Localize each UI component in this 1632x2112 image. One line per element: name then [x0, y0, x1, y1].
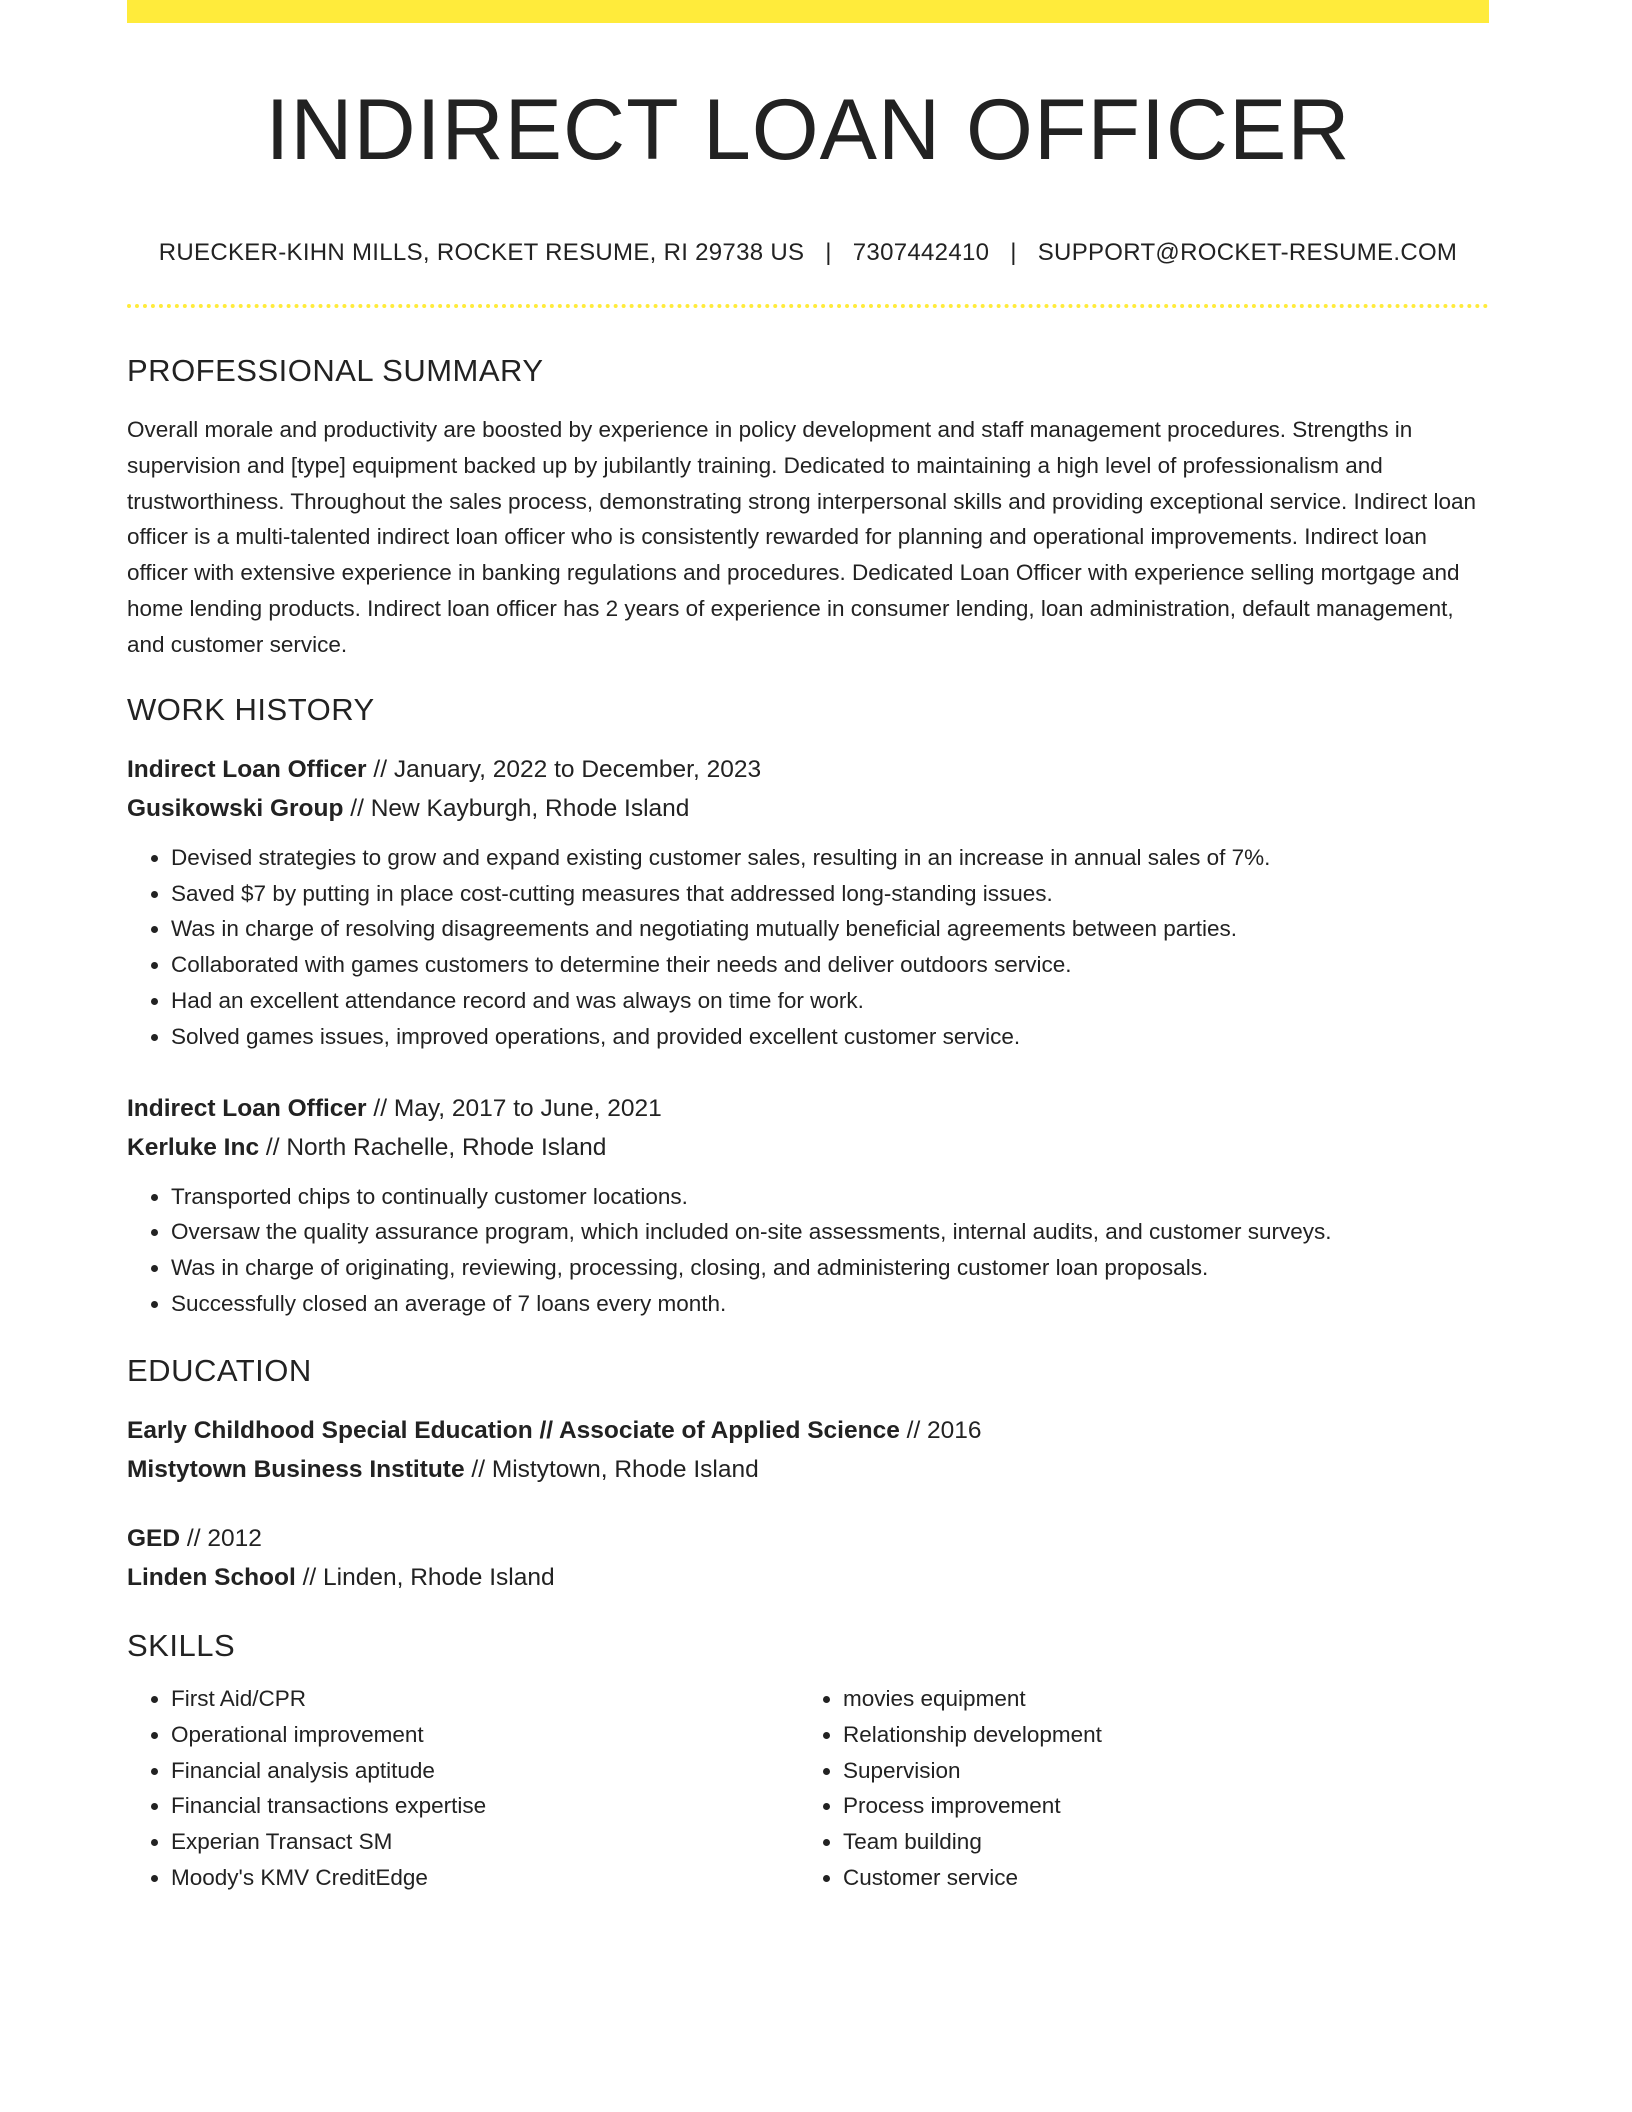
education-year: // 2012	[180, 1524, 262, 1552]
list-item: • Operational improvement	[171, 1717, 799, 1753]
resume-name-title: INDIRECT LOAN OFFICER	[265, 82, 1351, 178]
contact-email: SUPPORT@ROCKET-RESUME.COM	[1037, 239, 1458, 266]
skills-columns	[127, 1681, 1489, 1896]
list-item: • Collaborated with games customers to determine their needs and deliver outdoors service.	[171, 947, 1489, 983]
job-company: Kerluke Inc	[127, 1133, 260, 1161]
job-company-line	[127, 789, 1489, 828]
resume-page	[127, 0, 1489, 1896]
list-item: • Process improvement	[843, 1788, 1443, 1824]
education-degree: Early Childhood Special Education // Associate of Applied Science	[127, 1416, 900, 1444]
list-item: • Was in charge of originating, reviewing, processing, closing, and administering customer loan proposals.	[171, 1250, 1489, 1286]
job-bullet-list	[127, 840, 1489, 1055]
section-title-skills: SKILLS	[127, 1627, 236, 1663]
section-title-education: EDUCATION	[127, 1352, 312, 1388]
job-company-line	[127, 1128, 1489, 1167]
job-entry	[127, 750, 1489, 1055]
job-bullet-list	[127, 1179, 1489, 1322]
education-location: // Mistytown, Rhode Island	[464, 1455, 759, 1483]
job-location: // New Kayburgh, Rhode Island	[343, 794, 690, 822]
accent-top-bar	[127, 0, 1489, 23]
job-role-line	[127, 750, 1489, 789]
list-item: • Team building	[843, 1824, 1443, 1860]
education-school-line	[127, 1450, 1489, 1489]
list-item: • Experian Transact SM	[171, 1824, 799, 1860]
education-school: Mistytown Business Institute	[127, 1455, 465, 1483]
list-item: • Was in charge of resolving disagreements and negotiating mutually beneficial agreements between parties.	[171, 911, 1489, 947]
job-role-line	[127, 1089, 1489, 1128]
section-title-summary: PROFESSIONAL SUMMARY	[127, 352, 544, 388]
job-role: Indirect Loan Officer	[127, 755, 367, 783]
list-item: • First Aid/CPR	[171, 1681, 799, 1717]
education-year: // 2016	[899, 1416, 982, 1444]
list-item: • Relationship development	[843, 1717, 1443, 1753]
education-school: Linden School	[127, 1563, 296, 1591]
list-item: • Moody's KMV CreditEdge	[171, 1860, 799, 1896]
list-item: • Supervision	[843, 1753, 1443, 1789]
contact-line	[127, 239, 1489, 268]
contact-separator: |	[1010, 239, 1017, 266]
job-company: Gusikowski Group	[127, 794, 344, 822]
education-degree-line	[127, 1519, 1489, 1558]
list-item: • Had an excellent attendance record and was always on time for work.	[171, 983, 1489, 1019]
education-school-line	[127, 1558, 1489, 1597]
list-item: • Customer service	[843, 1860, 1443, 1896]
list-item: • Financial transactions expertise	[171, 1788, 799, 1824]
list-item: • movies equipment	[843, 1681, 1443, 1717]
section-title-work-history: WORK HISTORY	[127, 691, 375, 727]
contact-phone: 7307442410	[852, 239, 990, 266]
list-item: • Transported chips to continually customer locations.	[171, 1179, 1489, 1215]
list-item: • Oversaw the quality assurance program, which included on-site assessments, internal audits, and customer surveys.	[171, 1214, 1489, 1250]
contact-address: RUECKER-KIHN MILLS, ROCKET RESUME, RI 29738 US	[158, 239, 805, 266]
job-dates: // January, 2022 to December, 2023	[366, 755, 762, 783]
summary-text: Overall morale and productivity are boosted by experience in policy development and staff management procedures. Strengths in supervision and [type] equipment backed up by jubilantly training. Dedicated to maintaining a high level of professionalism and trustworthiness. Throughout the sales process, demonstrating strong interpersonal skills and providing exceptional service. Indirect loan officer is a multi-talented indirect loan officer who is consistently rewarded for planning and operational improvements. Indirect loan officer with extensive experience in banking regulations and procedures. Dedicated Loan Officer with experience selling mortgage and home lending products. Indirect loan officer has 2 years of experience in consumer lending, loan administration, default management, and customer service.	[127, 416, 1477, 657]
job-dates: // May, 2017 to June, 2021	[366, 1094, 662, 1122]
skills-list-right	[799, 1681, 1443, 1896]
education-location: // Linden, Rhode Island	[295, 1563, 555, 1591]
list-item: • Financial analysis aptitude	[171, 1753, 799, 1789]
list-item: • Solved games issues, improved operations, and provided excellent customer service.	[171, 1019, 1489, 1055]
list-item: • Successfully closed an average of 7 loans every month.	[171, 1286, 1489, 1322]
job-location: // North Rachelle, Rhode Island	[259, 1133, 607, 1161]
contact-separator: |	[825, 239, 832, 266]
education-degree: GED	[127, 1524, 181, 1552]
skills-list-left	[127, 1681, 799, 1896]
job-role: Indirect Loan Officer	[127, 1094, 367, 1122]
dotted-divider	[127, 304, 1489, 308]
job-entry	[127, 1089, 1489, 1322]
list-item: • Devised strategies to grow and expand existing customer sales, resulting in an increase in annual sales of 7%.	[171, 840, 1489, 876]
list-item: • Saved $7 by putting in place cost-cutting measures that addressed long-standing issues.	[171, 876, 1489, 912]
education-entry	[127, 1411, 1489, 1489]
education-entry	[127, 1519, 1489, 1597]
education-degree-line	[127, 1411, 1489, 1450]
